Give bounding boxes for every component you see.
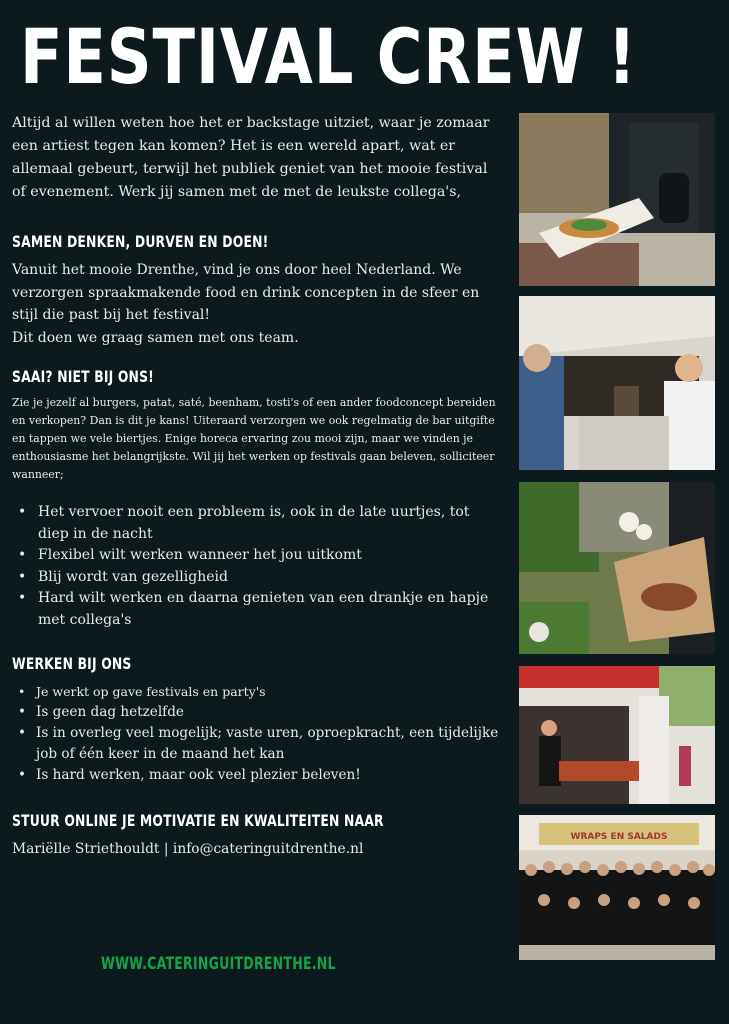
list-item: • Is hard werken, maar ook veel plezier beleven! xyxy=(12,765,504,786)
photo-serving-food xyxy=(519,113,715,286)
section-heading-werken: WERKEN BIJ ONS xyxy=(12,654,132,673)
list-item: • Is in overleg veel mogelijk; vaste uren, oproepkracht, een tijdelijke job of één keer in de maand het kan xyxy=(12,723,504,765)
photo-festival-tent xyxy=(519,666,715,804)
intro-text: Altijd al willen weten hoe het er backstage uitziet, waar je zomaar een artiest tegen kan komen? Het is een wereld apart, wat er allemaal gebeurt, terwijl het publiek geniet van het mooie festival of evenement. Werk jij samen met de met de leukste collega's, xyxy=(12,115,490,200)
list-item: • Is geen dag hetzelfde xyxy=(12,702,504,723)
list-item: • Hard wilt werken en daarna genieten van een drankje en hapje met collega's xyxy=(12,588,504,631)
photo-burger xyxy=(519,482,715,654)
section-heading-stuur: STUUR ONLINE JE MOTIVATIE EN KWALITEITEN NAAR xyxy=(12,811,384,830)
list-item: • Blij wordt van gezelligheid xyxy=(12,567,504,589)
website-link[interactable]: WWW.CATERINGUITDRENTHE.NL xyxy=(101,954,336,974)
section-heading-samen: SAMEN DENKEN, DURVEN EN DOEN! xyxy=(12,232,269,251)
benefits-list xyxy=(12,681,504,786)
section-text: Vanuit het mooie Drenthe, vind je ons door heel Nederland. We verzorgen spraakmakende food en drink concepten in de sfeer en stijl die past bij het festival! xyxy=(12,262,480,323)
page-title: FESTIVAL CREW ! xyxy=(20,12,637,101)
list-item: • Je werkt op gave festivals en party's xyxy=(12,681,504,702)
photo-food-stand xyxy=(519,296,715,470)
section-heading-saai: SAAI? NIET BIJ ONS! xyxy=(12,367,155,386)
section-body-samen xyxy=(12,259,504,349)
list-item: • Het vervoer nooit een probleem is, ook in de late uurtjes, tot diep in de nacht xyxy=(12,502,504,545)
section-body-saai: Zie je jezelf al burgers, patat, saté, beenham, tosti's of een ander foodconcept bereiden en verkopen? Dan is dit je kans! Uiteraard verzorgen we ook regelmatig de bar uitgifte en tappen we vele biertjes. Enige horeca ervaring zou mooi zijn, maar we vinden je enthousiasme het belangrijkste. Wil jij het werken op festivals gaan beleven, solliciteer wanneer; xyxy=(12,396,496,481)
list-item: • Flexibel wilt werken wanneer het jou uitkomt xyxy=(12,545,504,567)
sign-text: WRAPS EN SALADS xyxy=(570,832,668,842)
photo-team xyxy=(519,815,715,960)
contact-line[interactable]: Mariëlle Striethouldt | info@cateringuitdrenthe.nl xyxy=(12,841,364,857)
section-text: Dit doen we graag samen met ons team. xyxy=(12,329,299,346)
requirements-list xyxy=(12,502,504,631)
